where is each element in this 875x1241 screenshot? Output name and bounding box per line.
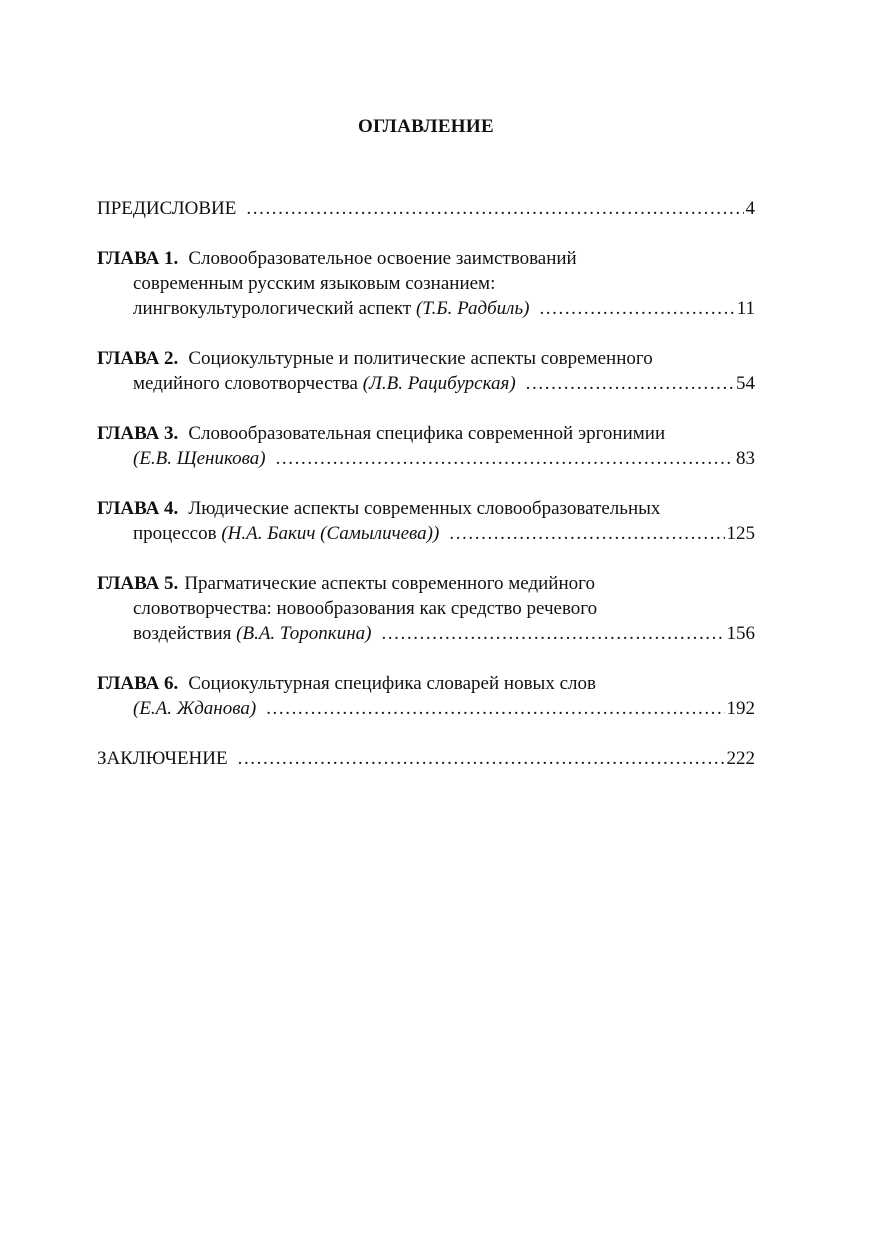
- dot-leader: [539, 296, 734, 321]
- dot-leader: [238, 746, 725, 771]
- chapter-author: (Л.В. Рацибурская): [362, 373, 516, 394]
- chapter-title-line: медийного словотворчества: [133, 373, 358, 394]
- chapter-number: ГЛАВА 4.: [97, 498, 179, 519]
- chapter-title-line: Прагматические аспекты современного медийного: [184, 573, 595, 594]
- page-number: 4: [745, 198, 755, 219]
- chapter-author: (В.А. Торопкина): [236, 623, 372, 644]
- toc-entry-chapter-6: [97, 671, 755, 721]
- page-number: 54: [736, 373, 755, 394]
- page-number: 125: [726, 523, 755, 544]
- dot-leader: [449, 521, 724, 546]
- chapter-number: ГЛАВА 3.: [97, 423, 179, 444]
- toc-entry-conclusion: [97, 746, 755, 771]
- page-number: 156: [726, 623, 755, 644]
- toc-entry-chapter-3: [97, 421, 755, 471]
- page-number: 83: [736, 448, 755, 469]
- chapter-number: ГЛАВА 2.: [97, 348, 179, 369]
- chapter-author: (Т.Б. Радбиль): [415, 298, 530, 319]
- page-number: 192: [726, 698, 755, 719]
- chapter-title-line: процессов: [133, 523, 217, 544]
- dot-leader: [381, 621, 724, 646]
- dot-leader: [276, 446, 734, 471]
- conclusion-label: ЗАКЛЮЧЕНИЕ: [97, 748, 228, 769]
- dot-leader: [526, 371, 734, 396]
- page-number: 11: [736, 298, 755, 319]
- chapter-title-line: лингвокультурологический аспект: [133, 298, 412, 319]
- toc-entry-chapter-2: [97, 346, 755, 396]
- page-number: 222: [726, 748, 755, 769]
- chapter-title-line: Социокультурная специфика словарей новых слов: [188, 673, 596, 694]
- chapter-title-line: воздействия: [133, 623, 232, 644]
- chapter-title-line: Словообразовательная специфика современной эргонимии: [188, 423, 666, 444]
- toc-title: ОГЛАВЛЕНИЕ: [358, 116, 494, 137]
- toc-entry-preface: [97, 196, 755, 221]
- dot-leader: [246, 196, 743, 221]
- chapter-title-line: современным русским языковым сознанием:: [133, 273, 496, 294]
- chapter-title-line: Социокультурные и политические аспекты современного: [188, 348, 653, 369]
- chapter-title-line: Словообразовательное освоение заимствований: [188, 248, 577, 269]
- preface-label: ПРЕДИСЛОВИЕ: [97, 198, 237, 219]
- chapter-title-line: словотворчества: новообразования как средство речевого: [133, 598, 598, 619]
- toc-entry-chapter-5: [97, 571, 755, 646]
- chapter-title-line: Людические аспекты современных словообразовательных: [188, 498, 661, 519]
- chapter-author: (Н.А. Бакич (Самыличева)): [221, 523, 440, 544]
- chapter-number: ГЛАВА 5.: [97, 573, 179, 594]
- dot-leader: [266, 696, 724, 721]
- chapter-author: (Е.В. Щеникова): [133, 448, 266, 469]
- toc-entry-chapter-1: [97, 246, 755, 321]
- chapter-number: ГЛАВА 6.: [97, 673, 179, 694]
- chapter-author: (Е.А. Жданова): [133, 698, 257, 719]
- chapter-number: ГЛАВА 1.: [97, 248, 179, 269]
- toc-entry-chapter-4: [97, 496, 755, 546]
